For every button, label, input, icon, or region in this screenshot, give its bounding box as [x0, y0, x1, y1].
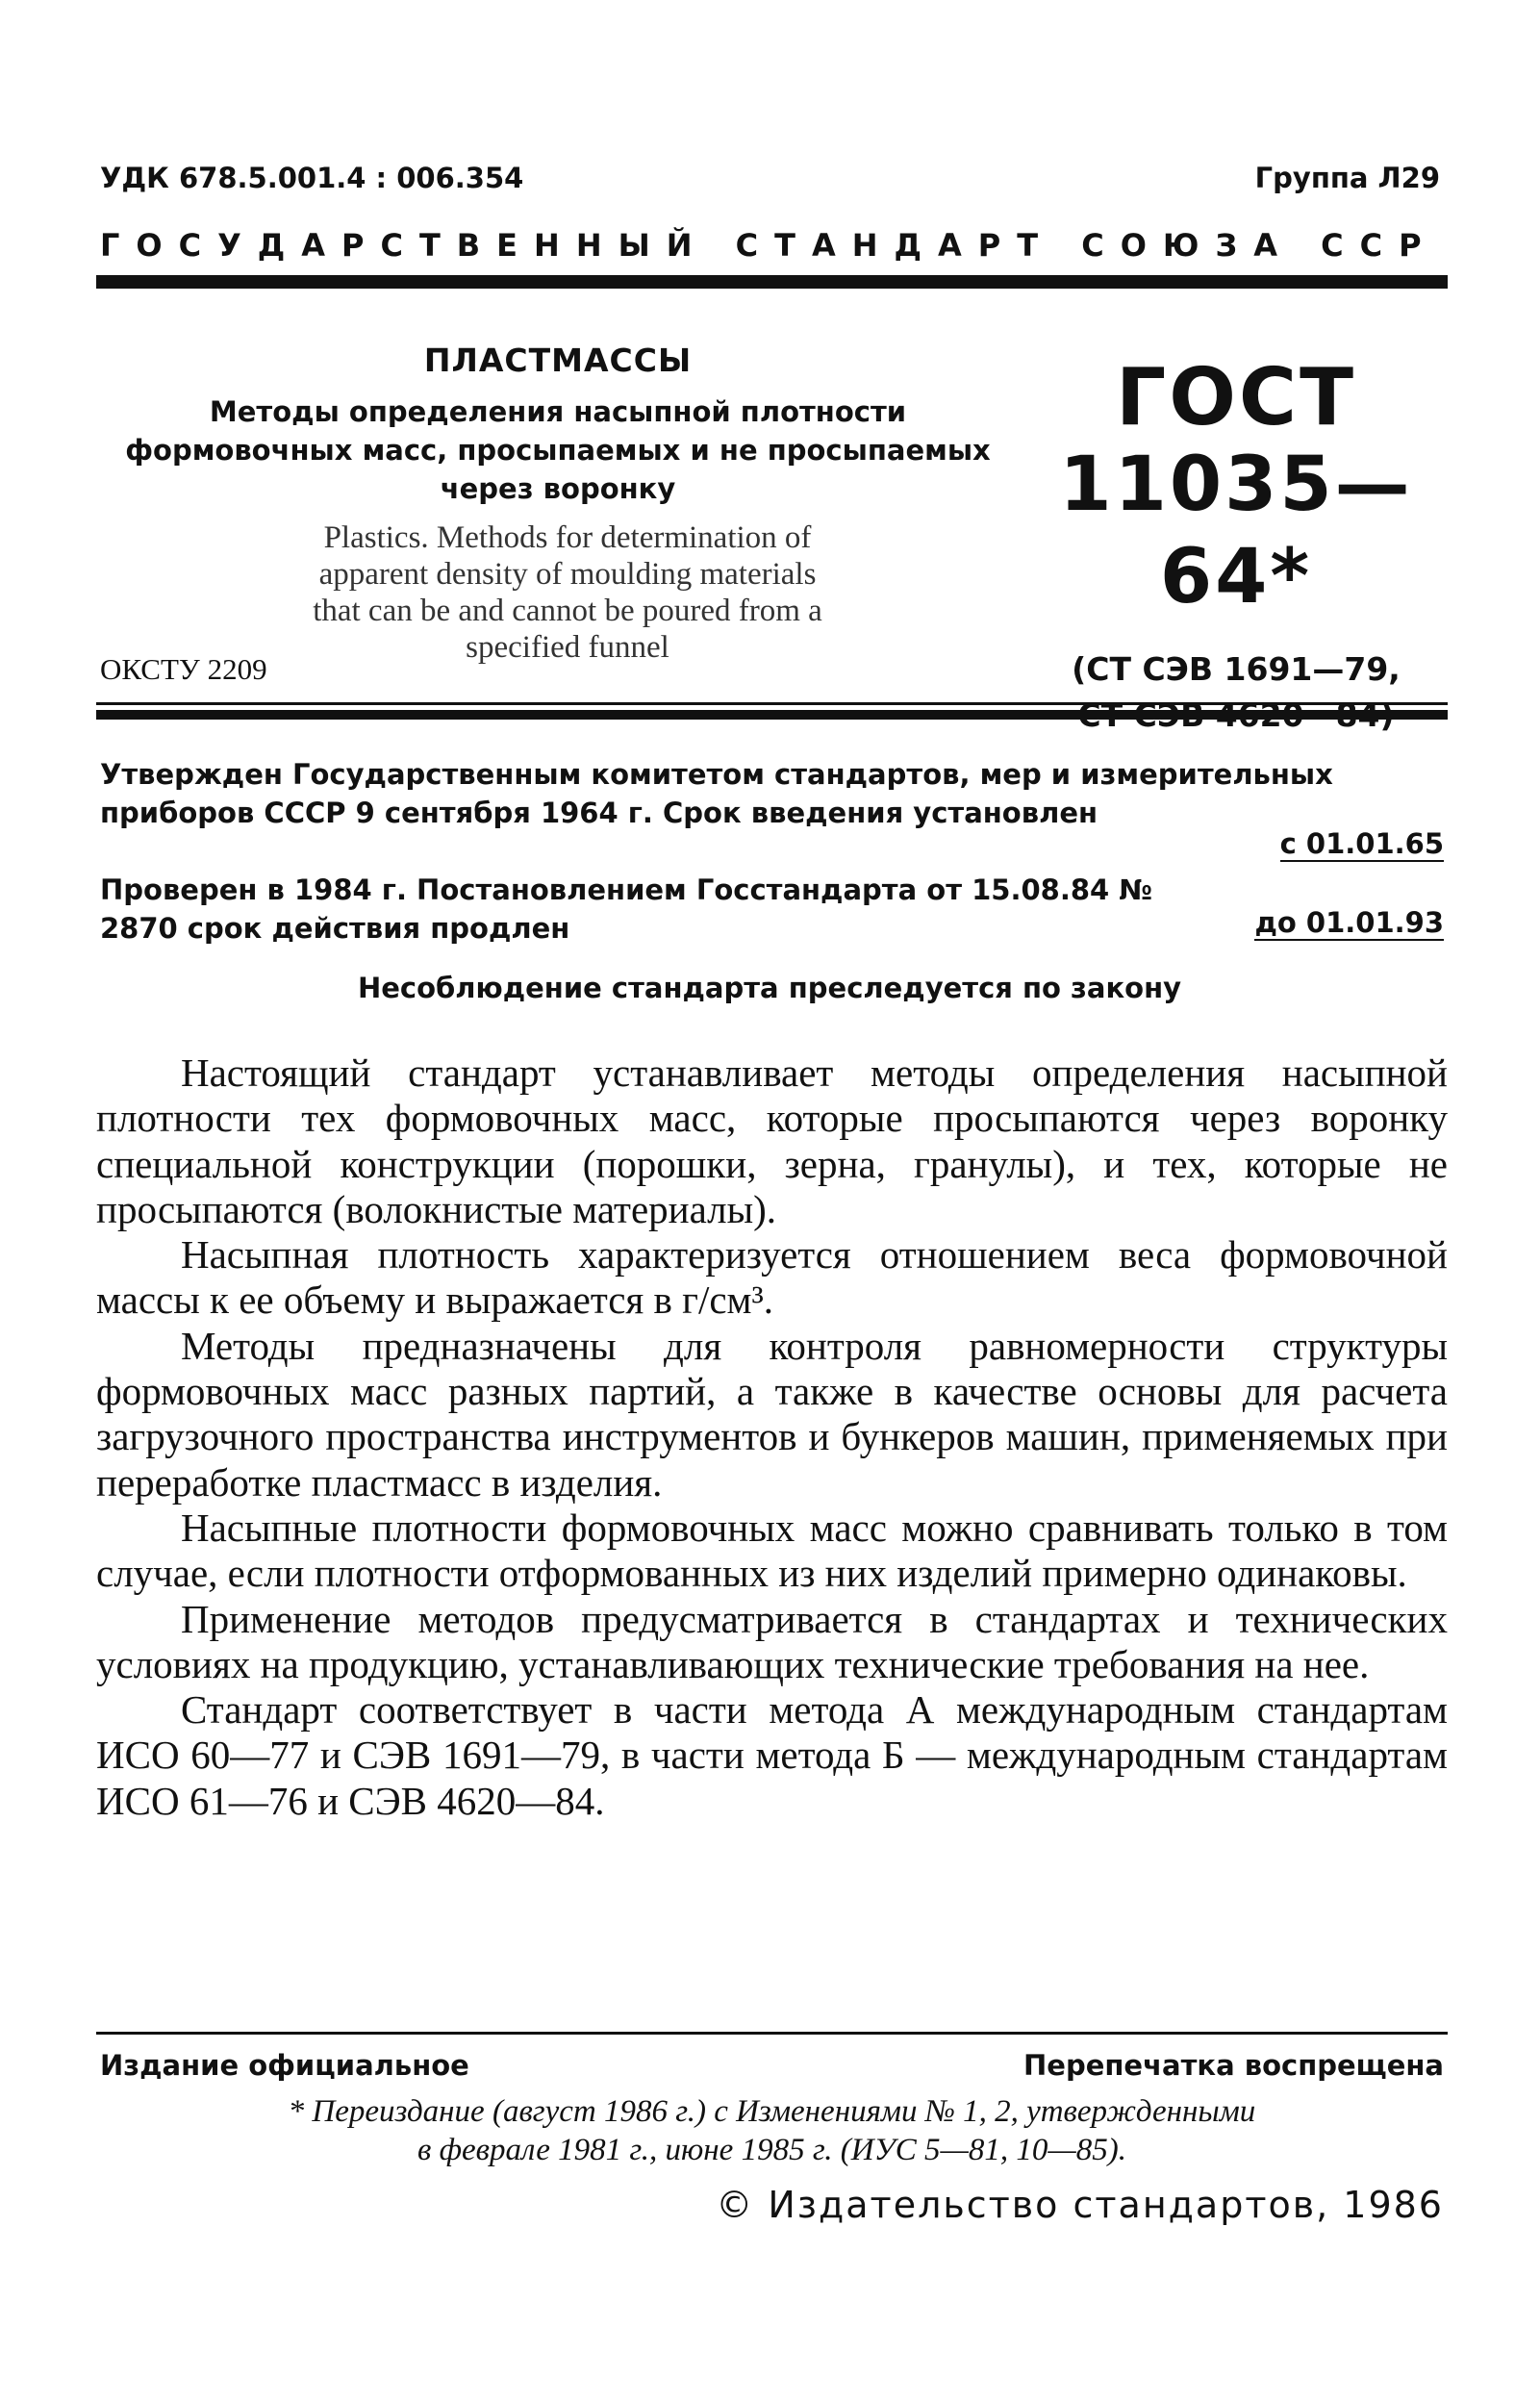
gost-word: ГОСТ [1115, 352, 1357, 443]
subtitle-en-line: specified funnel [466, 630, 669, 665]
approval-text: Утвержден Государственным комитетом стандартов, мер и измерительных приборов СССР 9 сентября 1964 г. Срок введения установлен [100, 758, 1333, 829]
copyright: © Издательство стандартов, 1986 [716, 2184, 1444, 2226]
subtitle-ru-line: через воронку [440, 472, 676, 505]
header-rule [96, 275, 1448, 289]
reissue-line: * Переиздание (август 1986 г.) с Изменениями № 1, 2, утвержденными [288, 2094, 1256, 2129]
body-paragraph: Насыпная плотность характеризуется отношением веса формовочной массы к ее объему и выражается в г/см³. [96, 1232, 1448, 1323]
official-edition: Издание официальное [100, 2049, 469, 2082]
subtitle-en-line: that can be and cannot be poured from a [313, 594, 822, 628]
body-text [96, 1050, 1448, 1824]
extended-date-value: до 01.01.93 [1254, 906, 1444, 939]
sev-line: (СТ СЭВ 1691—79, [1072, 650, 1401, 688]
effective-date-rule [1280, 860, 1444, 862]
gost-block [1020, 352, 1452, 739]
extended-date [1254, 906, 1444, 941]
footer-rule [96, 2032, 1448, 2035]
sev-references [1020, 646, 1452, 739]
title-subtitle-en [231, 519, 904, 666]
title-block [96, 342, 1020, 508]
effective-date [1280, 827, 1444, 862]
body-paragraph: Насыпные плотности формовочных масс можно сравнивать только в том случае, если плотности отформованных из них изделий примерно одинаковы. [96, 1505, 1448, 1596]
checked-text: Проверен в 1984 г. Постановлением Госстандарта от 15.08.84 № 2870 срок действия продлен [100, 873, 1153, 945]
title-rule-thin [96, 702, 1448, 705]
effective-date-value: с 01.01.65 [1279, 827, 1444, 860]
title-rule-thick [96, 710, 1448, 720]
title-main: ПЛАСТМАССЫ [423, 342, 693, 379]
gost-number: 11035—64* [1059, 442, 1413, 620]
state-standard-title: ГОСУДАРСТВЕННЫЙ СТАНДАРТ СОЮЗА ССР [100, 227, 1438, 264]
body-paragraph: Методы предназначены для контроля равномерности структуры формовочных масс разных партий, а также в качестве основы для расчета загрузочного пространства инструментов и бункеров машин, применяемых при переработке пластмасс в изделия. [96, 1323, 1448, 1505]
group-code: Группа Л29 [1254, 162, 1440, 194]
reissue-note [96, 2092, 1448, 2169]
subtitle-en-line: Plastics. Methods for determination of [323, 520, 812, 555]
body-paragraph: Стандарт соответствует в части метода А международным стандартам ИСО 60—77 и СЭВ 1691—79, в части метода Б — международным стандартам ИСО 61—76 и СЭВ 4620—84. [96, 1687, 1448, 1823]
extended-date-rule [1254, 939, 1444, 941]
title-subtitle-ru [96, 392, 1020, 508]
body-paragraph: Настоящий стандарт устанавливает методы определения насыпной плотности тех формовочных масс, которые просыпаются через воронку специальной конструкции (порошки, зерна, гранулы), и тех, которые не просыпаются (волокнистые материалы). [96, 1050, 1448, 1231]
reprint-prohibited: Перепечатка воспрещена [1023, 2049, 1444, 2082]
subtitle-ru-line: Методы определения насыпной плотности [209, 395, 907, 428]
okstu-code: ОКСТУ 2209 [100, 652, 267, 686]
body-paragraph: Применение методов предусматривается в стандартах и технических условиях на продукцию, устанавливающих технические требования на нее. [96, 1596, 1448, 1686]
subtitle-ru-line: формовочных масс, просыпаемых и не просыпаемых [125, 434, 991, 467]
subtitle-en-line: apparent density of moulding materials [318, 557, 817, 592]
udk-code: УДК 678.5.001.4 : 006.354 [100, 162, 524, 194]
law-notice: Несоблюдение стандарта преследуется по закону [357, 972, 1182, 1004]
reissue-line: в феврале 1981 г., июне 1985 г. (ИУС 5—81, 10—85). [417, 2133, 1126, 2167]
